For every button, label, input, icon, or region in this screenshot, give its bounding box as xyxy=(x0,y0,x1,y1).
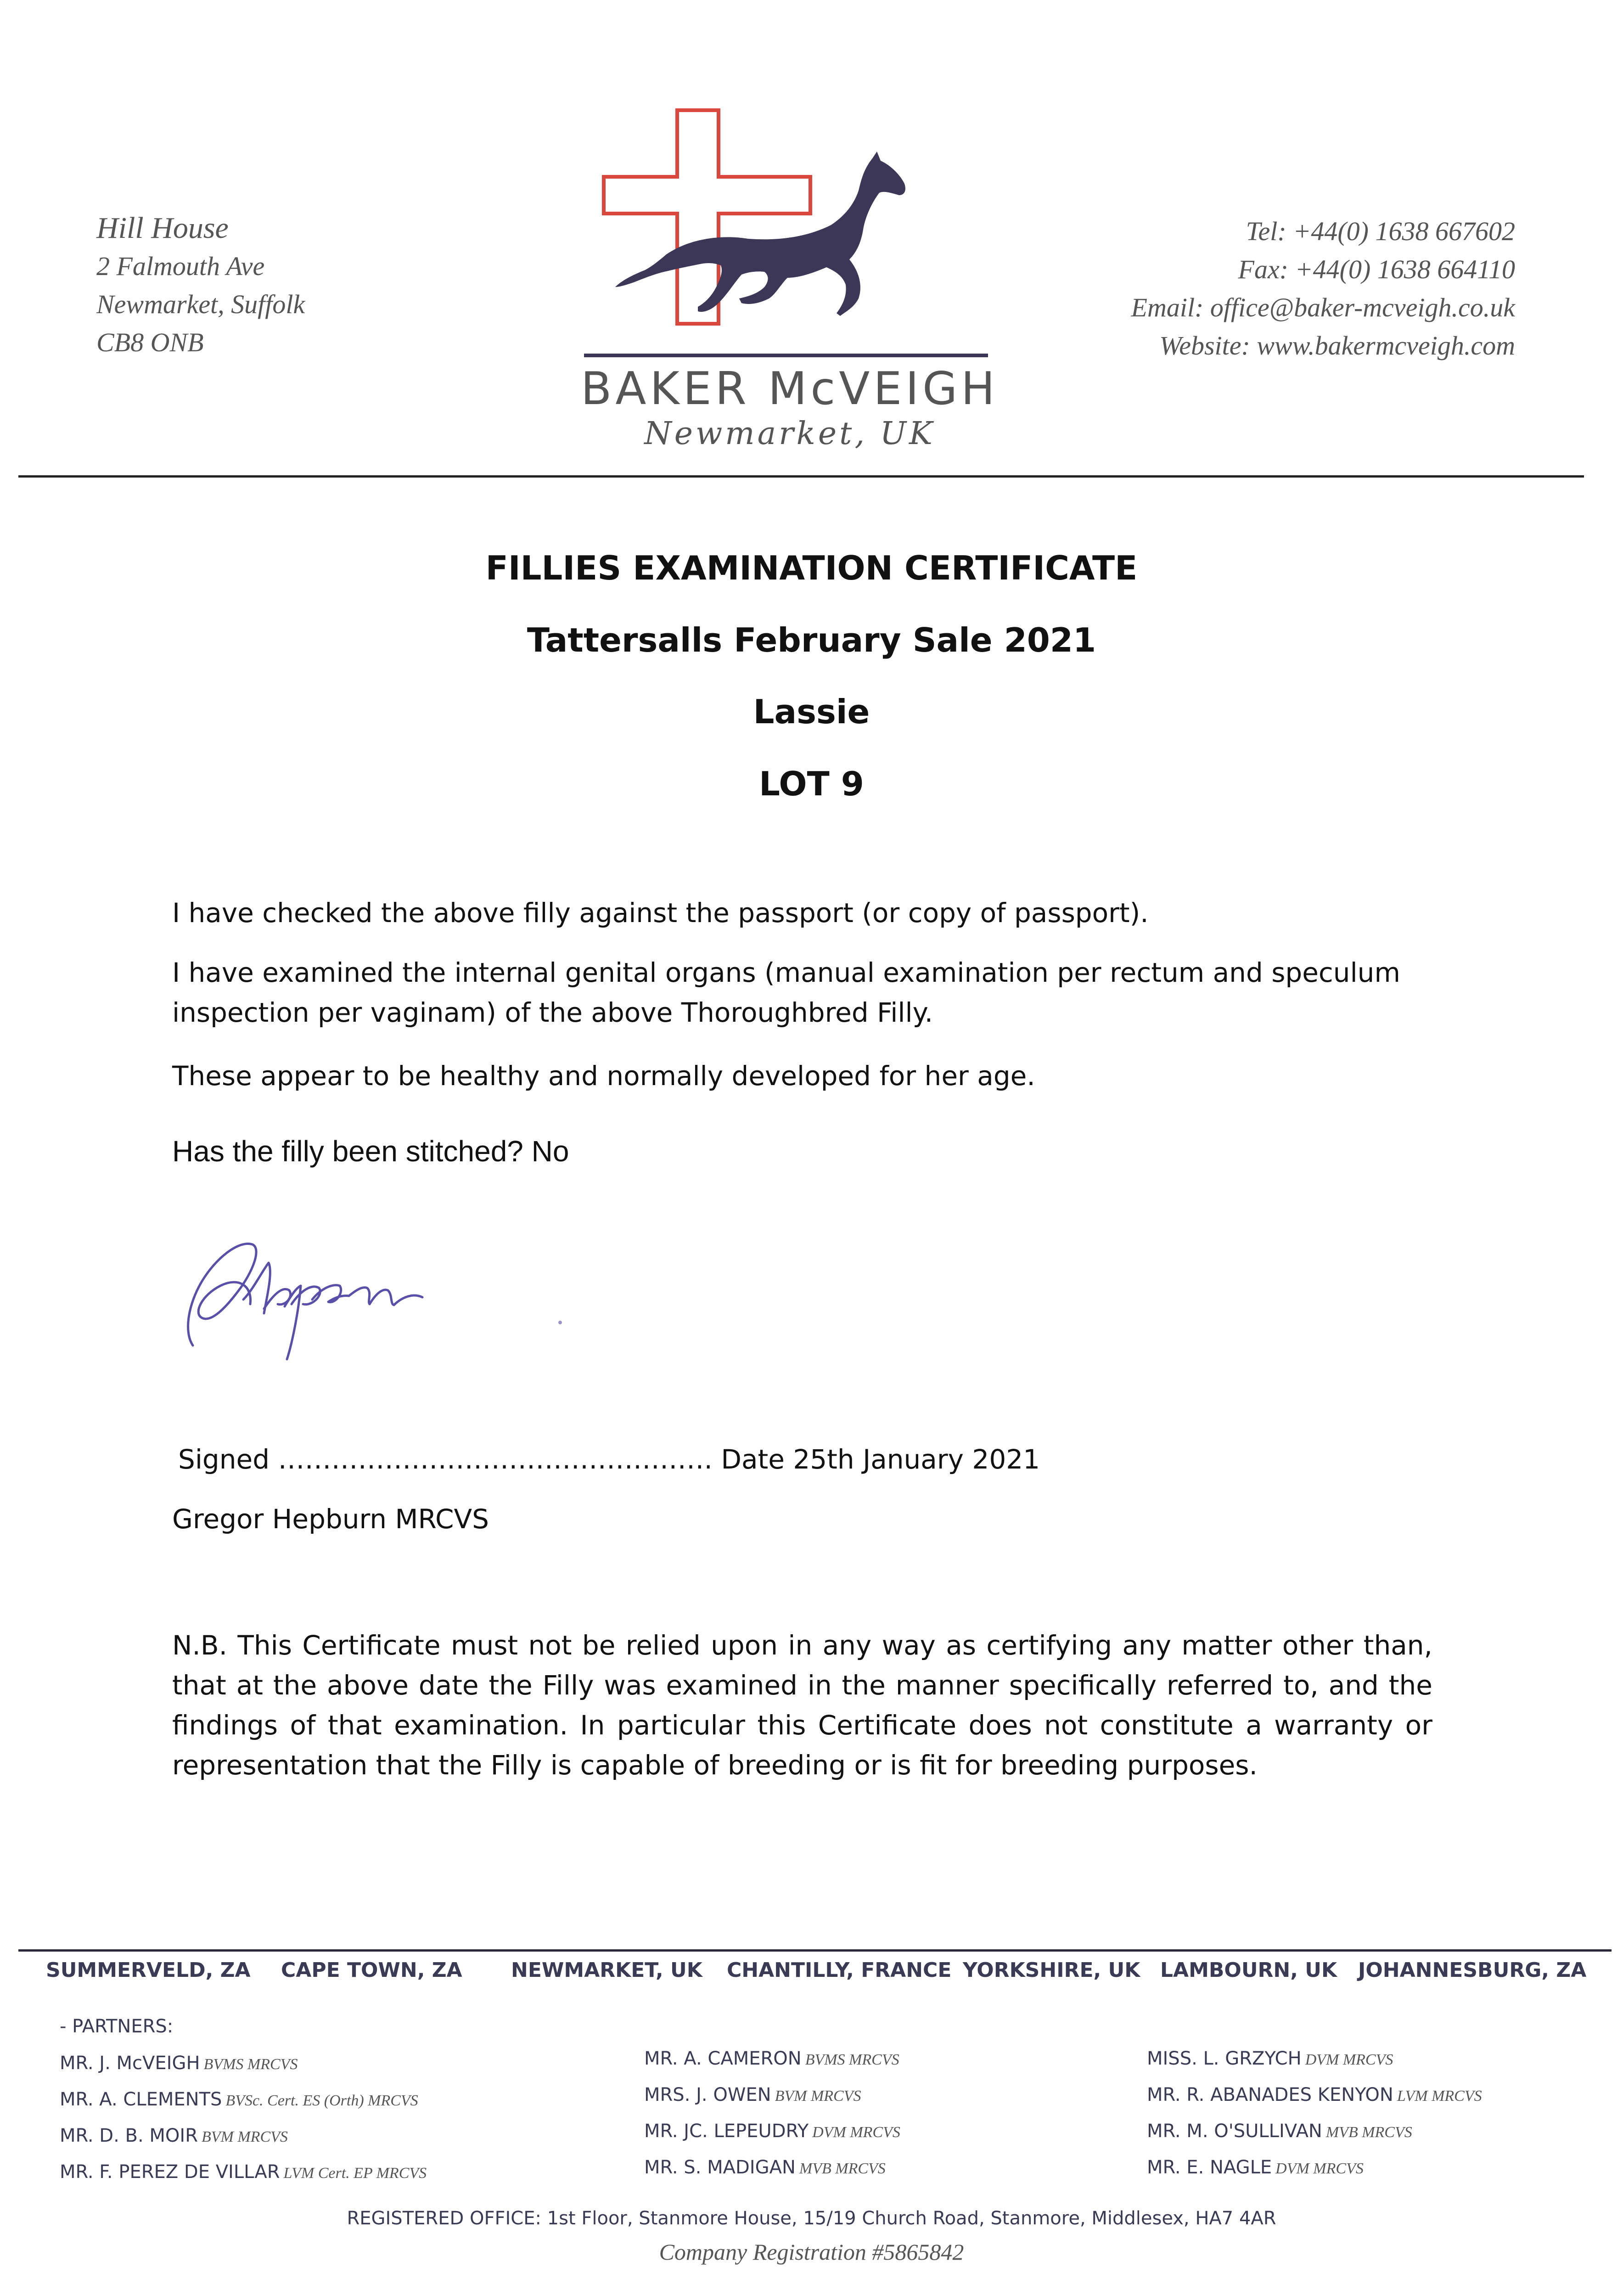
partner-entry: MR. S. MADIGAN MVB MRCVS xyxy=(644,2157,886,2178)
baker-mcveigh-logo xyxy=(583,101,996,367)
footer-location: NEWMARKET, UK xyxy=(511,1958,702,1982)
header-divider xyxy=(18,475,1584,478)
address-line: CB8 ONB xyxy=(96,327,204,357)
contact-fax: Fax: +44(0) 1638 664110 xyxy=(1238,254,1515,284)
partners-column-1 xyxy=(60,2046,427,2191)
footer-divider xyxy=(18,1949,1612,1952)
partner-entry: MR. A. CAMERON BVMS MRCVS xyxy=(644,2048,899,2069)
letterhead-address xyxy=(96,209,305,361)
footer-location: JOHANNESBURG, ZA xyxy=(1358,1958,1587,1982)
footer-location: YORKSHIRE, UK xyxy=(963,1958,1140,1982)
partner-entry: MR. JC. LEPEUDRY DVM MRCVS xyxy=(644,2121,900,2142)
lot-number: LOT 9 xyxy=(759,765,864,803)
brand-name: BAKER McVEIGH xyxy=(581,363,999,415)
company-registration: Company Registration #5865842 xyxy=(659,2239,964,2265)
address-line: 2 Falmouth Ave xyxy=(96,251,265,281)
footer-location: LAMBOURN, UK xyxy=(1160,1958,1337,1982)
partner-entry: MISS. L. GRZYCH DVM MRCVS xyxy=(1147,2048,1393,2069)
partner-entry: MR. M. O'SULLIVAN MVB MRCVS xyxy=(1147,2121,1412,2142)
disclaimer-note: N.B. This Certificate must not be relied upon in any way as certifying any matter other than, that at the above date the Filly was examined in the manner specifically referred to, and the findings of that examination. In particular this Certificate does not constitute a warranty or representation that the Filly is capable of breeding or is fit for breeding purposes. xyxy=(172,1630,1432,1781)
partner-entry: MR. E. NAGLE DVM MRCVS xyxy=(1147,2157,1364,2178)
signatory-name: Gregor Hepburn MRCVS xyxy=(172,1503,489,1535)
partners-column-2 xyxy=(644,2041,900,2186)
logo-underline xyxy=(584,354,988,357)
letterhead-contact xyxy=(1131,212,1515,365)
partner-entry: MRS. J. OWEN BVM MRCVS xyxy=(644,2084,861,2105)
examination-statement: I have examined the internal genital organs (manual examination per rectum and speculum inspection per vaginam) of the above Thoroughbred Filly. xyxy=(172,957,1400,1028)
sale-title: Tattersalls February Sale 2021 xyxy=(527,621,1096,659)
partner-entry: MR. R. ABANADES KENYON LVM MRCVS xyxy=(1147,2084,1482,2105)
partners-heading: - PARTNERS: xyxy=(60,2016,174,2037)
handwritten-signature xyxy=(174,1194,588,1378)
footer-location: CHANTILLY, FRANCE xyxy=(727,1958,952,1982)
registered-office: REGISTERED OFFICE: 1st Floor, Stanmore House, 15/19 Church Road, Stanmore, Middlesex, HA7 4AR xyxy=(347,2208,1276,2229)
partner-entry: MR. F. PEREZ DE VILLAR LVM Cert. EP MRCVS xyxy=(60,2161,427,2183)
address-line: Newmarket, Suffolk xyxy=(96,289,305,319)
contact-website: Website: www.bakermcveigh.com xyxy=(1159,331,1515,360)
footer-location: SUMMERVELD, ZA xyxy=(46,1958,251,1982)
partners-column-3 xyxy=(1147,2041,1482,2186)
partner-entry: MR. A. CLEMENTS BVSc. Cert. ES (Orth) MRCVS xyxy=(60,2089,418,2110)
passport-check-statement: I have checked the above filly against the passport (or copy of passport). xyxy=(172,897,1149,929)
address-line: Hill House xyxy=(96,211,229,245)
contact-tel: Tel: +44(0) 1638 667602 xyxy=(1246,216,1515,246)
certificate-title: FILLIES EXAMINATION CERTIFICATE xyxy=(485,549,1138,587)
stitched-question: Has the filly been stitched? No xyxy=(172,1135,569,1168)
cross-icon xyxy=(604,110,810,324)
signed-date-line: Signed …………………………………………. Date 25th January 2021 xyxy=(178,1444,1040,1475)
partner-entry: MR. J. McVEIGH BVMS MRCVS xyxy=(60,2053,298,2074)
brand-location: Newmarket, UK xyxy=(644,416,935,452)
horse-name: Lassie xyxy=(753,692,870,731)
contact-email: Email: office@baker-mcveigh.co.uk xyxy=(1131,293,1515,322)
partner-entry: MR. D. B. MOIR BVM MRCVS xyxy=(60,2125,288,2146)
footer-location: CAPE TOWN, ZA xyxy=(281,1958,462,1982)
health-statement: These appear to be healthy and normally developed for her age. xyxy=(172,1060,1035,1092)
